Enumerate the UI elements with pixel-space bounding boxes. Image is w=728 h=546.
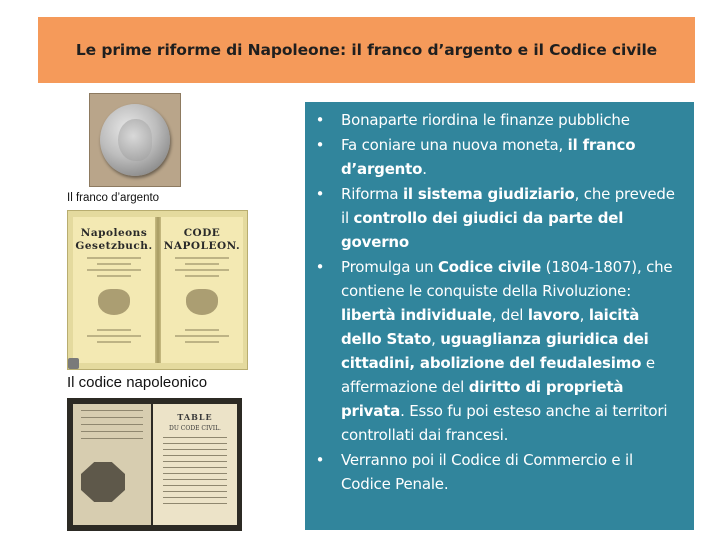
silver-franc-coin-icon	[100, 104, 170, 176]
bold-text: controllo dei giudici da parte del governo	[341, 209, 624, 251]
eagle-emblem-icon	[98, 289, 130, 315]
text: Promulga un	[341, 258, 438, 276]
slide-title: Le prime riforme di Napoleone: il franco d’argento e il Codice civile	[75, 41, 658, 59]
bullet-dot-icon: •	[315, 136, 325, 154]
bold-text: lavoro	[527, 306, 580, 324]
table-title: TABLE	[177, 412, 213, 422]
text: (1804-1807), che contiene le conquiste della Rivoluzione:	[341, 258, 673, 300]
bullet-item	[305, 108, 684, 132]
text: Riforma	[341, 185, 403, 203]
bullet-text-panel	[305, 102, 694, 530]
table-subtitle: DU CODE CIVIL.	[169, 425, 221, 432]
bullet-dot-icon: •	[315, 111, 325, 129]
coin-photo	[89, 93, 181, 187]
book-right-title: CODE NAPOLEON.	[163, 227, 241, 252]
text: Bonaparte riordina le finanze pubbliche	[341, 111, 630, 129]
bullet-item	[305, 133, 684, 181]
code-caption: Il codice napoleonico	[67, 374, 208, 391]
bullet-item	[305, 255, 684, 447]
book-left-page	[73, 217, 155, 363]
bold-text: il sistema giudiziario	[402, 185, 575, 203]
text: Verranno poi il Codice di Commercio e il Codice Penale.	[341, 451, 633, 493]
text: ,	[431, 330, 441, 348]
bullet-item	[305, 182, 684, 254]
bold-text: libertà individuale	[341, 306, 492, 324]
book-left-title: Napoleons Gesetzbuch.	[75, 227, 153, 252]
coin-caption: Il franco d’argento	[67, 192, 160, 204]
bold-text: Codice civile	[437, 258, 542, 276]
text: , del	[491, 306, 528, 324]
bold-text: laicità dello Stato	[341, 306, 640, 348]
text: ,	[579, 306, 589, 324]
bullet-list	[305, 102, 694, 496]
text: e affermazione del	[341, 354, 655, 396]
bold-text: diritto di proprietà privata	[341, 378, 624, 420]
text: Fa coniare una nuova moneta,	[341, 136, 568, 154]
bullet-dot-icon: •	[315, 185, 325, 203]
text: .	[422, 160, 427, 178]
table-page	[153, 404, 237, 525]
bullet-item	[305, 448, 684, 496]
corner-badge-icon	[68, 358, 79, 369]
eagle-emblem-icon	[186, 289, 218, 315]
bold-text: il franco d’argento	[341, 136, 636, 178]
code-napoleon-book-photo	[67, 210, 248, 370]
title-bar	[38, 17, 695, 83]
text: , che prevede il	[341, 185, 675, 227]
bullet-dot-icon: •	[315, 451, 325, 469]
book-right-page	[161, 217, 243, 363]
bullet-dot-icon: •	[315, 258, 325, 276]
text: . Esso fu poi esteso anche ai territori controllati dai francesi.	[341, 402, 668, 444]
napoleon-profile-icon	[118, 119, 152, 161]
bold-text: uguaglianza giuridica dei cittadini, abolizione del feudalesimo	[341, 330, 649, 372]
civil-code-table-photo	[67, 398, 242, 531]
